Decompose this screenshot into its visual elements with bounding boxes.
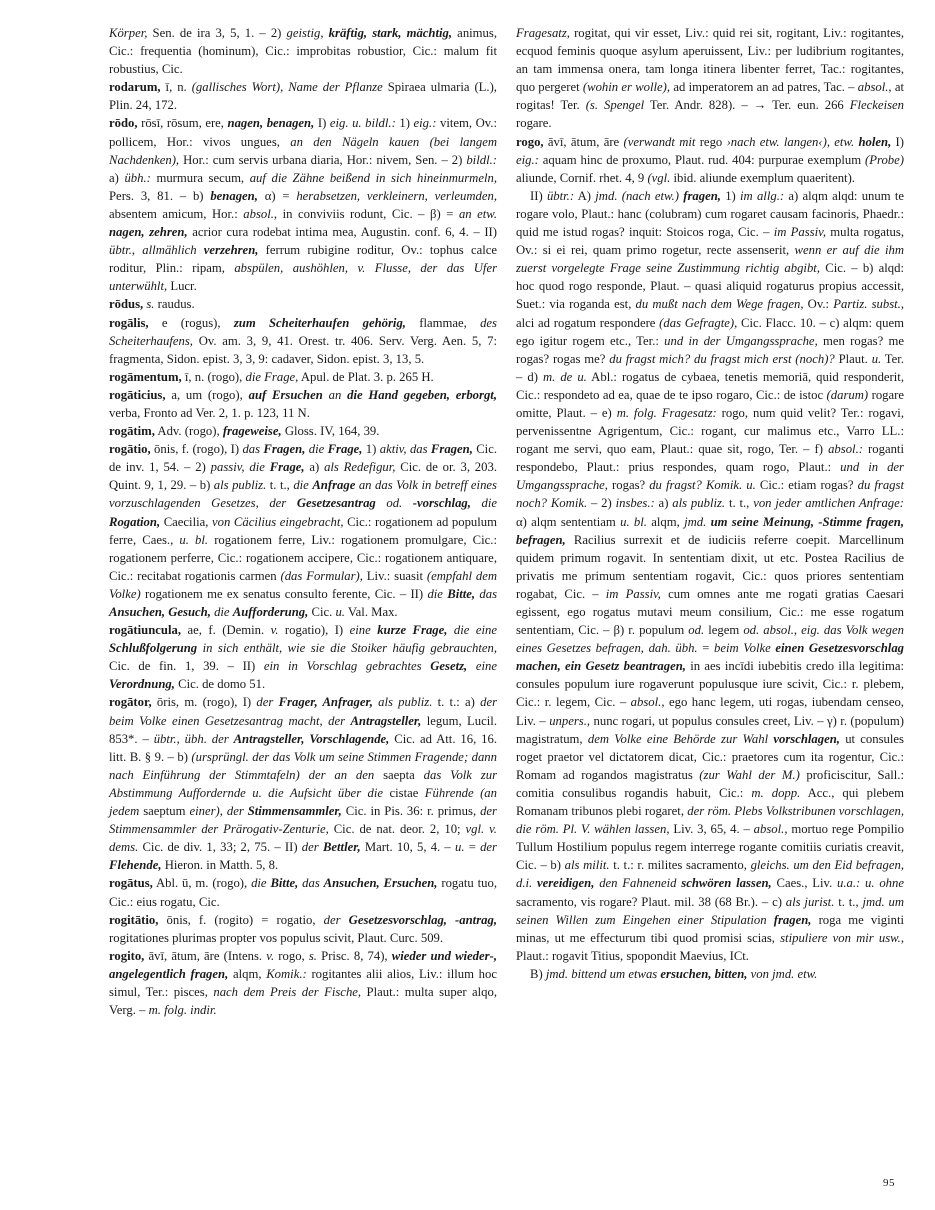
page-number: 95 [883, 1177, 895, 1189]
entry-rogatiuncula: rogātiuncula, ae, f. (Demin. v. rogatio), I) eine kurze Frage, die eine Schlußfolgerung in sich enthält, wie sie die Stoiker häufig gebrauchten, Cic. de fin. 1, 39. – II) ein in Vorschlag gebrachtes Gesetz, eine Verordnung, Cic. de domo 51. [109, 623, 498, 692]
entry-rogo-section-ii: II) übtr.: A) jmd. (nach etw.) fragen, 1) im allg.: a) alqm alqd: unum te rogare volo, Plaut.: hanc (colubram) cum rogaret causam facinoris, Phaedr.: quid me istud rogas? inquit: Stoicos roga, Cic. – im Passiv, multa rogatus, Ov.: si ei rei, quam primo rogetur, recte assenserit, wenn er auf die ihm zuerst vorgelegte Frage seine Zustimmung richtig abgibt, Cic. – b) alqd: hoc quod rogo responde, Plaut. – quasi aliquid rogaturus propius accessit, Suet.: via roganda est, du mußt nach dem Wege fragen, Ov.: Partiz. subst., alci ad rogatum respondere (das Gefragte), Cic. Flacc. 10. – c) alqm: quem ego igitur rogem etc., Ter.: und in der Umgangssprache, men rogas? me rogas? rogas me? du fragst mich? du fragst mich erst (noch)? Plaut. u. Ter. – d) m. de u. Abl.: rogatus de cybaea, tenetis memoriā, quid responderit, Cic.: respondeto ad ea, quae de te ipso rogaro, Cic.: de istoc (darum) rogare omitte, Plaut. – e) m. folg. Fragesatz: rogo, num quid velit? Ter.: rogavi, pervenissentne Agrigentum, Cic.: rogant, cur malimus etc., Varro LL.: rogant me servi, quo eam, Plaut.: quae sit, rogo, Ter. – f) absol.: roganti respondebo, Plaut.: prius respondes, quam rogo, Plaut.: und in der Umgangssprache, rogas? du fragst? Komik. u. Cic.: etiam rogas? du fragst noch? Komik. – 2) insbes.: a) als publiz. t. t., von jeder amtlichen Anfrage: α) alqm sententiam u. bl. alqm, jmd. um seine Meinung, -Stimme fragen, befragen, Racilius surrexit et de iudiciis referre coepit. Marcellinum quidem primum rogavit. In sententiam dixit, ut etc. Postea Racilius de privatis me primum sententiam rogavit, Cic.: quos priores sententiam rogabat, Cic. – im Passiv, cum omnes ante me rogati gratias Caesari egissent, ego rogatus mutavi meum consilium, Cic.: me esse rogatum sententiam, Cic. – β) r. populum od. legem od. absol., eig. das Volk wegen eines Gesetzes befragen, dah. übh. = beim Volke einen Gesetzesvorschlag machen, ein Gesetz beantragen, in aes incīdi iubebitis credo illa legitima: consules populum iure rogaverunt populusque iure scivit, Cic.: r. plebem, Cic.: r. legem, Cic. – absol., ego hanc legem, uti rogas, iubendam censeo, Liv. – unpers., nunc rogari, ut populus consules creet, Liv. – γ) r. (populum) magistratum, dem Volke eine Behörde zur Wahl vorschlagen, ut consules roget praetor vel dictatorem dicat, Cic.: praetores cum ita rogentur, Cic.: Romam ad rogandos magistratus (zur Wahl der M.) proficiscitur, Sall.: comitia consulibus rogandis habuit, Cic.: m. dopp. Acc., qui plebem Romanam tribunos plebi rogaret, der röm. Plebs Volkstribunen vorschlagen, die röm. Pl. V. wählen lassen, Liv. 3, 65, 4. – absol., mortuo rege Pompilio Tullum Hostilium populus regem interrege rogante comitiis curiatis creavit, Cic. – b) als milit. t. t.: r. milites sacramento, gleichs. um den Eid befragen, d.i. vereidigen, den Fahneneid schwören lassen, Caes., Liv. u.a.: u. ohne sacramento, vis rogare? Plaut. mil. 38 (68 Br.). – c) als jurist. t. t., jmd. um seinen Willen zum Eingehen einer Stipulation fragen, roga me viginti minas, ut me effecturum tibi quod promisi scias, stipuliere von mir usw., Plaut.: rogavit Titius, spopondit Maevius, ICt. [516, 188, 905, 963]
entry-rogator: rogātor, ōris, m. (rogo), I) der Frager, Anfrager, als publiz. t. t.: a) der beim Volke einen Gesetzesantrag macht, der Antragsteller, legum, Lucil. 853*. – übtr., übh. der Antragsteller, Vorschlagende, Cic. ad Att. 16, 16. litt. B. § 9. – b) (ursprüngl. der das Volk um seine Stimmen Fragende; dann nach Einführung der Stimmtafeln) der an den saepta das Volk zur Abstimmung Auffordernde u. die Aufsicht über die cistae Führende (an jedem saeptum einer), der Stimmensammler, Cic. in Pis. 36: r. primus, der Stimmensammler der Prärogativ-Zenturie, Cic. de nat. deor. 2, 10; vgl. v. dems. Cic. de div. 1, 33; 2, 75. – II) der Bettler, Mart. 10, 5, 4. – u. = der Flehende, Hieron. in Matth. 5, 8. [109, 695, 498, 873]
entry-rogalis: rogālis, e (rogus), zum Scheiterhaufen gehörig, flammae, des Scheiterhaufens, Ov. am. 3, 9, 41. Orest. tr. 406. Serv. Verg. Aen. 5, 7: fragmenta, Sidon. epist. 3, 3, 9: cadaver, Sidon. epist. 3, 13, 5. [109, 315, 497, 366]
entry-rogito: rogito, āvī, ātum, āre (Intens. v. rogo, s. Prisc. 8, 74), wieder und wieder-, angelegentlich fragen, alqm, Komik.: rogitantes alii alios, Liv.: illum hoc simul, Ter.: pisces, nach dem Preis der Fische, Plaut.: multa super alqo, Verg. – m. folg. indir. [109, 948, 497, 1018]
entry-rogatim: rogātim, Adv. (rogo), frageweise, Gloss. IV, 164, 39. [109, 424, 380, 439]
entry-rogitatio: rogitātio, ōnis, f. (rogito) = rogatio, der Gesetzesvorschlag, -antrag, rogitationes plurimas propter vos populus scivit, Plaut. Curc. 509. [109, 912, 497, 945]
entry-rogo-section-b: B) jmd. bittend um etwas ersuchen, bitten, von jmd. etw. [530, 966, 818, 981]
entry-robustus-continued: Körper, Sen. de ira 3, 5, 1. – 2) geistig, kräftig, stark, mächtig, animus, Cic.: frequentia (hominum), Cic.: improbitas robustior, Cic.: malum fit robustius, Cic. [109, 26, 498, 77]
entry-rogito-continued: Fragesatz, rogitat, qui vir esset, Liv.: quid rei sit, rogitant, Liv.: rogitantes, ecquod feminis quoque asylum aperuissent, Liv.: per ludibrium rogitantes, an tam immensa onera, tam longa itinera libenter ferret, Tac.: rogitantes, quo pergeret (wohin er wolle), ad imperatorem an ad patres, Tac. – absol., at rogitas! Ter. (s. Spengel Ter. Andr. 828). – → Ter. eun. 266 Fleckeisen rogare. [516, 26, 905, 131]
entry-rodo: rōdo, rōsī, rōsum, ere, nagen, benagen, I) eig. u. bildl.: 1) eig.: vitem, Ov.: pollicem, Hor.: vivos ungues, an den Nägeln kauen (bei langem Nachdenken), Hor.: cum servis urbana diaria, Hor.: nivem, Sen. – 2) bildl.: a) übh.: murmura secum, auf die Zähne beißend in sich hineinmurmeln, Pers. 3, 81. – b) benagen, α) = herabsetzen, verkleinern, verleumden, absentem amicum, Hor.: absol., in conviviis rodunt, Cic. – β) = an etw. nagen, zehren, acrior cura rodebat intima mea, Augustin. conf. 6, 4. – II) übtr., allmählich verzehren, ferrum rubigine roditur, Ov.: tophus calce roditur, Plin.: ripam, abspülen, aushöhlen, v. Flusse, der das Ufer unterwühlt, Lucr. [109, 116, 498, 294]
left-column [109, 24, 497, 1019]
entry-rodarum: rodarum, ī, n. (gallisches Wort), Name der Pflanze Spiraea ulmaria (L.), Plin. 24, 172. [109, 80, 497, 113]
entry-rogaticius: rogāticius, a, um (rogo), auf Ersuchen an die Hand gegeben, erborgt, verba, Fronto ad Ver. 2, 1. p. 123, 11 N. [109, 387, 497, 420]
right-column [516, 24, 904, 983]
entry-rogatus: rogātus, Abl. ū, m. (rogo), die Bitte, das Ansuchen, Ersuchen, rogatu tuo, Cic.: eius rogatu, Cic. [109, 876, 497, 909]
entry-rogatio: rogātio, ōnis, f. (rogo), I) das Fragen, die Frage, 1) aktiv, das Fragen, Cic. de inv. 1, 54. – 2) passiv, die Frage, a) als Redefigur, Cic. de or. 3, 203. Quint. 9, 1, 29. – b) als publiz. t. t., die Anfrage an das Volk in betreff eines vorzuschlagenden Gesetzes, der Gesetzesantrag od. -vorschlag, die Rogation, Caecilia, von Cäcilius eingebracht, Cic.: rogationem ad populum ferre, Caes., u. bl. rogationem ferre, Liv.: rogationem promulgare, Cic.: rogationem perferre, Cic.: rogationem accipere, Cic.: rogationem antiquare, Cic.: recitabat rogationis carmen (das Formular), Liv.: suasit (empfahl dem Volke) rogationem me ex senatus consulto ferente, Cic. – II) die Bitte, das Ansuchen, Gesuch, die Aufforderung, Cic. u. Val. Max. [109, 442, 498, 619]
entry-rogo: rogo, āvī, ātum, āre (verwandt mit rego ›nach etw. langen‹), etw. holen, I) eig.: aquam hinc de proxumo, Plaut. rud. 404: purpurae exemplum (Probe) aliunde, Cornif. rhet. 4, 9 (vgl. ibid. aliunde exemplum quaeritent). [516, 134, 904, 185]
entry-rodus: rōdus, s. raudus. [109, 297, 195, 312]
entry-rogamentum: rogāmentum, ī, n. (rogo), die Frage, Apul. de Plat. 3. p. 265 H. [109, 369, 434, 384]
